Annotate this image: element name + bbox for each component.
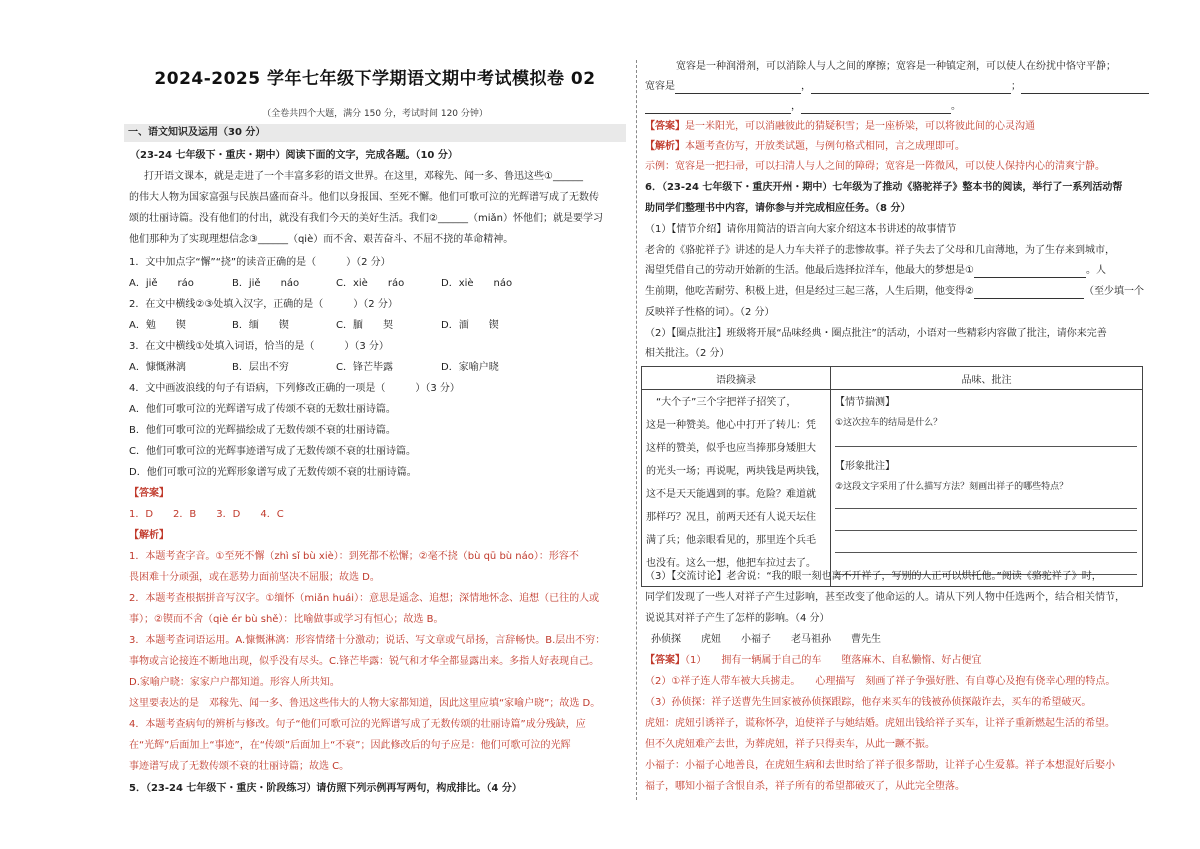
analysis-label: 【解析】: [129, 530, 169, 541]
question-3-stem: 3．在文中横线①处填入词语，恰当的是（ ）（3 分）: [129, 341, 389, 352]
blank: [974, 266, 1086, 278]
excerpt-line: “大个子”三个字把祥子招笑了，: [656, 397, 797, 408]
answer-values: 1．D 2．B 3．D 4．C: [129, 509, 284, 520]
answer-label: 【答案】: [129, 488, 169, 499]
passage-line: 他们那种为了实现理想信念③______（qiè）而不舍、艰苦奋斗、不屈不挠的革命精神。: [129, 234, 514, 245]
q6-answer-line: （3）孙侦探：祥子送曹先生回家被孙侦探跟踪，他存来买车的钱被孙侦探敲诈去，买车的希望破灭。: [645, 697, 1092, 708]
q1-option-d: D．xiè náo: [441, 278, 513, 289]
exam-info: （全卷共四个大题，满分 150 分，考试时间 120 分钟）: [262, 109, 488, 119]
excerpt-line: 那样巧？况且，前两天还有人说天坛住: [646, 512, 816, 523]
q6-part3-stem: 同学们发现了一些人对祥子产生过影响，甚至改变了他命运的人。请从下列人物中任选两个，结合相关情节，: [645, 592, 1125, 603]
section-heading: 一、语文知识及运用（30 分）: [124, 124, 626, 142]
question-intro: （23-24 七年级下・重庆・期中）阅读下面的文字，完成各题。（10 分）: [130, 150, 458, 161]
q6-part1-text: 老舍的《骆驼祥子》讲述的是人力车夫祥子的悲惨故事。祥子失去了父母和几亩薄地，为了生存来到城市，: [645, 245, 1115, 256]
q3-option-d: D．家喻户晓: [441, 362, 499, 373]
table-header-excerpt: 语段摘录: [642, 367, 831, 390]
q6-answer-line: （2）①祥子连人带车被大兵掳走。 心理描写 刻画了祥子争强好胜、有自尊心及抱有侥幸心理的特点。: [645, 676, 1116, 687]
analysis-line: 事）；②锲而不舍（qiè ér bù shě）：比喻做事或学习有恒心；故选 B。: [129, 614, 444, 625]
annotation-table: [641, 366, 1143, 587]
imitation-line-2: ， 。: [645, 100, 961, 114]
q1-option-b: B．jiě náo: [232, 278, 300, 289]
analysis-line: 在“光辉”后面加上“事迹”，在“传颂”后面加上“不衰”；因此修改后的句子应是：他们可歌可泣的光辉: [129, 740, 571, 751]
excerpt-line: 的光头一场；再说呢，两块钱是两块钱，: [646, 466, 826, 477]
passage-line: 打开语文课本，就是走进了一个丰富多彩的语文世界。在这里，邓稼先、闻一多、鲁迅这些①______: [144, 171, 583, 182]
excerpt-line: 这样的赞美，似乎也应当捧那身矮胆大: [646, 443, 816, 454]
q6-answer-line: 虎妞：虎妞引诱祥子，谎称怀孕，迫使祥子与她结婚。虎妞出钱给祥子买车，让祥子重新燃起生活的希望。: [645, 718, 1115, 729]
analysis-line: D.家喻户晓：家家户户都知道。形容人所共知。: [129, 677, 340, 688]
imitation-line-1: 宽容是 ， ；: [645, 80, 1149, 94]
blank: [645, 102, 791, 114]
imitation-prefix: 宽容是: [645, 81, 675, 92]
note-plot-question: ①这次拉车的结局是什么？: [835, 418, 943, 428]
q4-option-b: B．他们可歌可泣的光辉描绘成了无数传颂不衰的壮丽诗篇。: [129, 425, 396, 436]
q6-answer: 【答案】（1） 拥有一辆属于自己的车 堕落麻木、自私懒惰、好占便宜: [645, 655, 982, 666]
q6-answer-line: 福子，哪知小福子含恨自杀，祥子所有的希望都破灭了，从此完全堕落。: [645, 781, 965, 792]
excerpt-line: 满了兵；他亲眼看见的，那里连个兵毛: [646, 535, 816, 546]
analysis-line: 事迹谱写成了无数传颂不衰的壮丽诗篇；故选 C。: [129, 761, 350, 772]
imitation-example: 宽容是一种润滑剂，可以消除人与人之间的摩擦；宽容是一种镇定剂，可以使人在纷扰中恪守平静；: [676, 61, 1116, 72]
question-1-stem: 1．文中加点字“懈”“挠”的读音正确的是（ ）（2 分）: [129, 257, 391, 268]
q5-answer: 【答案】是一米阳光，可以消融彼此的猜疑积雪；是一座桥梁，可以将彼此间的心灵沟通: [645, 121, 1035, 132]
annotation-cell: [831, 390, 1143, 587]
answer-line[interactable]: [835, 552, 1137, 553]
q6-part1-text: 渴望凭借自己的劳动开始新的生活。他最后选择拉洋车，他最大的梦想是① 。人: [645, 265, 1106, 276]
blank: [675, 82, 801, 94]
q4-option-d: D．他们可歌可泣的光辉形象谱写成了无数传颂不衰的壮丽诗篇。: [129, 467, 417, 478]
q6-answer-line: 小福子：小福子心地善良，在虎妞生病和去世时给了祥子很多帮助，让祥子心生爱慕。祥子本想混好后娶小: [645, 760, 1115, 771]
q3-option-c: C．锋芒毕露: [336, 362, 393, 373]
q6-part2-stem: 相关批注。（2 分）: [645, 348, 730, 359]
blank: [811, 82, 1011, 94]
question-6-stem: 6．（23-24 七年级下・重庆开州・期中）七年级为了推动《骆驼祥子》整本书的阅读，举行了一系列活动帮: [645, 182, 1123, 193]
q6-part1-stem: （1）【情节介绍】请你用简洁的语言向大家介绍这本书讲述的故事情节: [645, 224, 957, 235]
analysis-line: 事物或言论接连不断地出现，似乎没有尽头。C.锋芒毕露：锐气和才华全都显露出来。多指人好表现自己。: [129, 656, 600, 667]
q2-option-a: A．勉 锲: [129, 320, 186, 331]
q3-option-a: A．慷慨淋漓: [129, 362, 186, 373]
passage-line: 颂的壮丽诗篇。没有他们的付出，就没有我们今天的美好生活。我们②______（miǎn）怀他们；就是要学习: [129, 213, 603, 224]
q1-option-c: C．xiè ráo: [336, 278, 405, 289]
answer-line[interactable]: [835, 508, 1137, 509]
passage-line: 的伟大人物为国家富强与民族昌盛而奋斗。他们以身报国、至死不懈。他们可歌可泣的光辉谱写成了无数传: [129, 192, 599, 203]
q6-part1-text: 反映祥子性格的词）。（2 分）: [645, 307, 775, 318]
q6-part3-stem: 说说其对祥子产生了怎样的影响。（4 分）: [645, 613, 830, 624]
excerpt-line: 这是一种赞美。他心中打开了转儿：凭: [646, 420, 816, 431]
question-6-stem: 助同学们整理书中内容，请你参与并完成相应任务。（8 分）: [645, 203, 911, 214]
question-2-stem: 2．在文中横线②③处填入汉字，正确的是（ ）（2 分）: [129, 299, 398, 310]
q6-part3-stem: （3）【交流讨论】老舍说：“我的眼一刻也离不开祥子，写别的人正可以烘托他。”阅读《骆驼祥子》时，: [645, 571, 1102, 582]
analysis-line: 3．本题考查词语运用。A.慷慨淋漓：形容情绪十分激动；说话、写文章或气昂扬，言辞畅快。B.层出不穷：: [129, 635, 606, 646]
note-image-title: 【形象批注】: [835, 461, 895, 472]
analysis-line: 2．本题考查根据拼音写汉字。①缅怀（miǎn huái）：意思是遥念、追想；深情地怀念、追想（已往的人或: [129, 593, 600, 604]
excerpt-line: 也没有。这么一想，他把车拉过去了。: [646, 558, 816, 569]
answer-line[interactable]: [835, 446, 1137, 447]
question-5-stem: 5．（23-24 七年级下・重庆・阶段练习）请仿照下列示例再写两句，构成排比。（4 分）: [129, 783, 522, 794]
q5-example-answer: 示例：宽容是一把扫帚，可以扫清人与人之间的障碍；宽容是一阵微风，可以使人保持内心的清爽宁静。: [645, 161, 1105, 172]
blank: [1021, 82, 1149, 94]
analysis-line: 这里要表达的是 邓稼先、闻一多、鲁迅这些伟大的人物大家都知道，因此这里应填“家喻户晓”；故选 D。: [129, 698, 601, 709]
q2-option-d: D．湎 锲: [441, 320, 499, 331]
page-title: 2024-2025 学年七年级下学期语文期中考试模拟卷 02: [154, 69, 596, 89]
blank: [974, 287, 1084, 299]
excerpt-line: 这不是天天能遇到的事。危险？难道就: [646, 489, 816, 500]
answer-line[interactable]: [835, 530, 1137, 531]
column-divider: [636, 60, 637, 800]
analysis-line: 1．本题考查字音。①至死不懈（zhì sǐ bù xiè）：到死都不松懈；②毫不挠（bù qū bù náo）：形容不: [129, 551, 579, 562]
q3-option-b: B．层出不穷: [232, 362, 289, 373]
q2-option-c: C．腼 契: [336, 320, 393, 331]
q4-option-c: C．他们可歌可泣的光辉事迹谱写成了无数传颂不衰的壮丽诗篇。: [129, 446, 416, 457]
question-4-stem: 4．文中画波浪线的句子有语病，下列修改正确的一项是（ ）（3 分）: [129, 383, 460, 394]
excerpt-cell: [642, 390, 831, 587]
q4-option-a: A．他们可歌可泣的光辉谱写成了传颂不衰的无数壮丽诗篇。: [129, 404, 396, 415]
analysis-line: 4．本题考查病句的辨析与修改。句子“他们可歌可泣的光辉谱写成了无数传颂的壮丽诗篇”成分残缺，应: [129, 719, 586, 730]
q5-analysis: 【解析】本题考查仿写，开放类试题，与例句格式相同，言之成理即可。: [645, 141, 965, 152]
note-plot-title: 【情节揣测】: [835, 397, 895, 408]
note-image-question: ②这段文字采用了什么描写方法？刻画出祥子的哪些特点？: [835, 482, 1069, 492]
table-header-annotation: 品味、批注: [831, 367, 1143, 390]
q6-part2-stem: （2）【圈点批注】班级将开展“品味经典・圈点批注”的活动，小语对一些精彩内容做了批注，请你来完善: [645, 328, 1107, 339]
character-list: 孙侦探 虎妞 小福子 老马祖孙 曹先生: [651, 634, 881, 645]
q1-option-a: A．jiě ráo: [129, 278, 194, 289]
q6-answer-line: 但不久虎妞难产去世，为葬虎妞，祥子只得卖车，从此一蹶不振。: [645, 739, 935, 750]
q2-option-b: B．缅 锲: [232, 320, 289, 331]
blank: [801, 102, 951, 114]
q6-part1-text: 生前期，他吃苦耐劳、积极上进，但是经过三起三落，人生后期，他变得② （至少填一个: [645, 286, 1144, 297]
analysis-line: 畏困难十分顽强，或在恶势力面前坚决不屈服；故选 D。: [129, 572, 380, 583]
